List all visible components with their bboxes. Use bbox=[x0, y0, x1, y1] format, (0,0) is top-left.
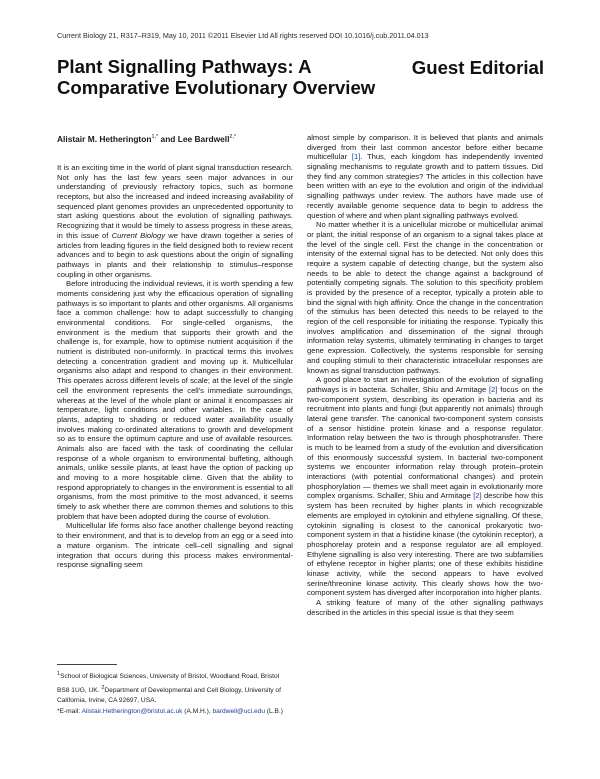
paragraph bbox=[307, 375, 543, 598]
paragraph: Multicellular life forms also face another challenge beyond reacting to their environment, and that is to develop from an egg or a seed into a mature organism. The intricate cell–cell signalling and signal integration that occurs during this process makes environmental-response signalling seem bbox=[57, 521, 293, 570]
email-owner-1: (A.M.H.), bbox=[182, 707, 213, 715]
paragraph: No matter whether it is a unicellular microbe or multicellular animal or plant, the initial response of an organism to a signal takes place at the level of the single cell. First the change in the concentration or intensity of the external signal has to be detected. Not only does this require a system capable of detecting change, but the system also needs to be able to detect the change against a background of potentially competing signals. The solution to this specificity problem is provided by the presence of a receptor, typically a protein able to bind the signal with high affinity. Once the change in the concentration of the stimulus has been detected this needs to be relayed to the region of the cell responsible for initiating the response. Typically this involves amplification and dissemination of the signal through information relay systems, ultimately terminating in changes to target gene expression. Collectively, the systems responsible for sensing and coupling stimuli to their characteristic intracellular responses are known as signal transduction pathways. bbox=[307, 220, 543, 375]
email-label: *E-mail: bbox=[57, 707, 82, 715]
citation-link[interactable]: [2] bbox=[488, 384, 498, 394]
footnotes bbox=[57, 669, 293, 717]
paragraph-text: describe how this system has been recruited by higher plants in which recognizable elements are employed in cytokinin and ethylene signalling. Of these, cytokinin signalling is closest to the canonical prokaryotic two-component system in that a histidine kinase (the cytokinin receptor), a phosphorelay protein and a response regulator are all employed. Ethylene signalling is also very interesting. There are two subfamilies of ethylene receptor in higher plants; one of these exhibits histidine kinase activity, while the second appears to have evolved serine/threonine kinase activity. This clearly shows how the two-component system has diverged after incorporation into higher plants. bbox=[307, 491, 543, 598]
section-label: Guest Editorial bbox=[411, 57, 544, 78]
paragraph-text: focus on the two-component system, describing its operation in bacteria and its recruitment into plants and fungi (but apparently not animals) through lateral gene transfer. The canonical two-component system consists of a sensor histidine protein kinase and a response regulator. Information relay between the two is through phosphotransfer. There is much to be learned from a study of the evolution and diversification of this enormously successful system. In bacterial two-component systems we encounter information relay through protein–protein interactions (with potential conformational changes) and protein phosphorylation — themes we shall meet again in evolutionarily more complex organisms. Schaller, Shiu and Armitage bbox=[307, 384, 543, 501]
journal-name: Current Biology bbox=[111, 230, 166, 240]
citation-link[interactable]: [2] bbox=[473, 491, 482, 501]
paragraph-text: A good place to start an investigation of the evolution of signalling pathways is in bacteria. Schaller, Shiu and Armitage bbox=[307, 375, 543, 394]
author-conjunction: and bbox=[158, 134, 178, 144]
paragraph bbox=[307, 133, 543, 220]
author-2-affil: 2,* bbox=[229, 134, 237, 141]
affiliation-1: School of Biological Sciences, University of Bristol, Woodland Road, Bristol BS8 1UG, UK. bbox=[57, 673, 280, 694]
right-column bbox=[307, 133, 543, 617]
paragraph-text: . Thus, each kingdom has independently invented signaling mechanisms to regulate growth and to pattern tissues. Did they find any common strategies? The articles in this collection have been written with an eye to the evolution and origin of the individual signalling pathways under review. The authors have made use of recently available genome sequence data to begin to address the question of where and when plant signalling pathways evolved. bbox=[307, 152, 544, 220]
paragraph-text: It is an exciting time in the world of plant signal transduction research. Not only has the last few years seen major advances in our understanding of previously refractory topics, such as hormone receptors, but also the increased and indeed increasing availability of sequenced plant genomes provides an unprecedented opportunity to start asking questions about the evolution of signalling pathways. Recognizing that it would be timely to assess progress in these areas, in this issue of bbox=[57, 163, 293, 240]
paragraph-text: almost simple by comparison. It is believed that plants and animals diverged from their last common ancestor before either became multicellular bbox=[307, 133, 543, 162]
email-link-1[interactable]: Alistair.Hetherington@bristol.ac.uk bbox=[81, 707, 183, 715]
affiliations bbox=[57, 669, 293, 707]
affil-marker: 1 bbox=[57, 671, 61, 677]
article-title: Plant Signalling Pathways: A Comparative Evolutionary Overview bbox=[57, 56, 376, 98]
left-column bbox=[57, 163, 293, 570]
paragraph bbox=[57, 163, 293, 279]
correspondence bbox=[57, 707, 293, 718]
paragraph: A striking feature of many of the other signalling pathways described in the articles in this special issue is that they seem bbox=[307, 598, 543, 617]
citation-link[interactable]: [1] bbox=[351, 152, 361, 162]
author-line bbox=[57, 134, 297, 144]
author-2-name: Lee Bardwell bbox=[177, 134, 230, 144]
paragraph: Before introducing the individual reviews, it is worth spending a few moments considering just why the efficacious operation of signalling pathways is so important to plants and other organisms. All organisms face a common challenge: how to adapt successfully to changing environmental conditions. For single-celled organisms, the environment is the medium that supports their growth and the challenge is, for example, how to optimise nutrient acquisition if the nutrient is distributed non-uniformly. In practical terms this involves detecting a concentration gradient and moving up it. Multicellular organisms also adapt and respond to changes in their environment. This operates across different levels of scale; at the level of the single cell the environment represents the cell's immediate surroundings, whereas at the level of the whole plant or animal it encompasses air temperature, light conditions and other variables. In the case of plants, adapting to shading or reduced water availability usually involves making co-ordinated alterations to growth and development so as to ensure the optimum capture and use of available resources. Animals also are faced with the task of coordinating the cellular response of a whole organism to environmental buffeting, although animals, unlike sessile plants, at least have the option of packing up and moving to a more hospitable clime. Given that the ability to respond appropriately to changes in the environment is essential to all organisms, from the most primitive to the most advanced, it seems timely to ask whether there are common themes and solutions to this problem that have been adopted during the course of evolution. bbox=[57, 279, 293, 521]
affiliation-2: Department of Developmental and Cell Biology, University of California, Irvine, CA 92697, USA. bbox=[57, 686, 281, 705]
author-1-name: Alistair M. Hetherington bbox=[57, 134, 152, 144]
running-head: Current Biology 21, R317–R319, May 10, 2011 ©2011 Elsevier Ltd All rights reserved DOI 10.1016/j.cub.2011.04.013 bbox=[57, 31, 429, 40]
affil-marker: 2 bbox=[101, 684, 105, 691]
author-1-affil: 1,* bbox=[151, 134, 159, 141]
email-owner-2: (L.B.) bbox=[265, 707, 283, 715]
paragraph-text: we have drawn together a series of articles from leading figures in the field designed both to review recent advances and to begin to ask questions about the origin of signalling pathways in plants and their relationship to stimulus–response coupling in other organisms. bbox=[57, 230, 293, 279]
email-link-2[interactable]: bardwell@uci.edu bbox=[212, 707, 266, 715]
footnote-divider bbox=[57, 664, 117, 665]
